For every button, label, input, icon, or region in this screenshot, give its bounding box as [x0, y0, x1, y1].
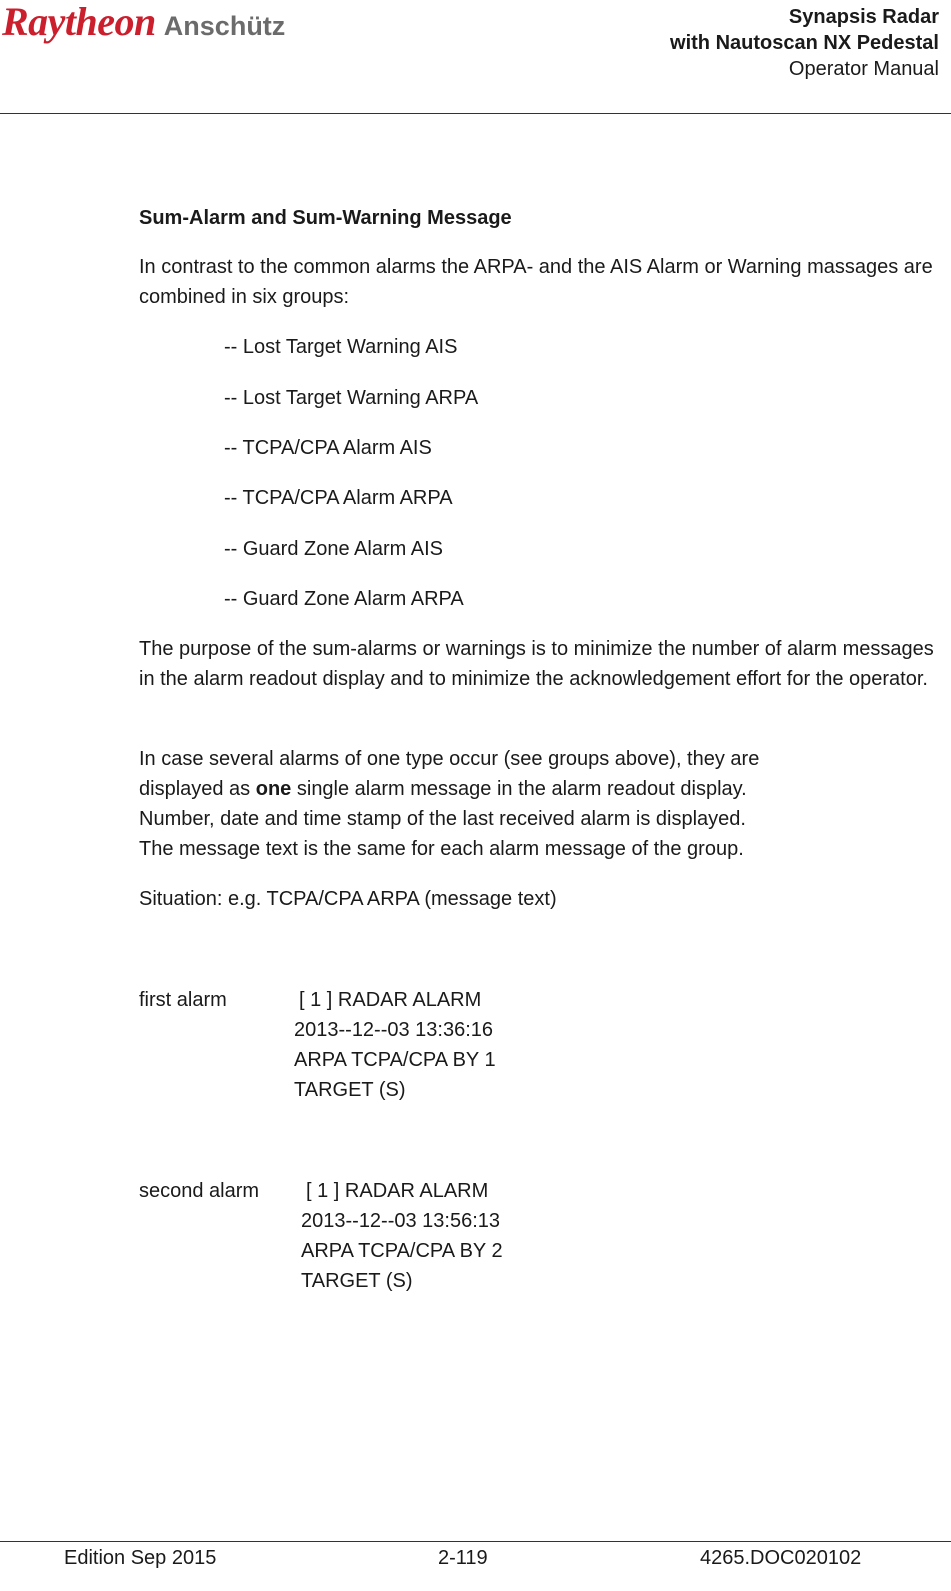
alarm-message [294, 985, 496, 1105]
case-paragraph [139, 744, 939, 864]
group-item: -- Lost Target Warning ARPA [224, 387, 479, 409]
footer-edition: Edition Sep 2015 [64, 1547, 217, 1569]
alarm-header: [ 1 ] RADAR ALARM [306, 1180, 489, 1202]
alarm-text: TARGET (S) [294, 1079, 406, 1101]
situation-line: Situation: e.g. TCPA/CPA ARPA (message text) [139, 888, 557, 910]
footer-page-number: 2-119 [438, 1547, 488, 1569]
alarm-label: second alarm [139, 1180, 260, 1202]
doc-title-line3: Operator Manual [788, 58, 939, 80]
case-line: displayed as one single alarm message in the alarm readout display. [139, 778, 747, 800]
doc-title-line2: with Nautoscan NX Pedestal [670, 32, 939, 54]
intro-paragraph: In contrast to the common alarms the ARPA- and the AIS Alarm or Warning massages are combined in six groups: [139, 256, 933, 308]
alarm-label: first alarm [139, 989, 227, 1011]
alarm-message [301, 1176, 503, 1296]
case-line: The message text is the same for each alarm message of the group. [139, 838, 744, 860]
alarm-header: [ 1 ] RADAR ALARM [299, 989, 482, 1011]
emphasis-one: one [255, 778, 292, 800]
alarm-text: TARGET (S) [301, 1270, 413, 1292]
logo-sub: Anschütz [163, 11, 286, 41]
case-line: Number, date and time stamp of the last received alarm is displayed. [139, 808, 746, 830]
alarm-timestamp: 2013--12--03 13:36:16 [294, 1019, 494, 1041]
company-logo [2, 2, 285, 42]
group-item: -- TCPA/CPA Alarm ARPA [224, 487, 453, 509]
section-title: Sum-Alarm and Sum-Warning Message [139, 207, 512, 229]
alarm-text: ARPA TCPA/CPA BY 1 [294, 1049, 496, 1071]
group-item: -- Guard Zone Alarm AIS [224, 538, 443, 560]
alarm-text: ARPA TCPA/CPA BY 2 [301, 1240, 503, 1262]
footer-doc-id: 4265.DOC020102 [700, 1547, 862, 1569]
purpose-paragraph: The purpose of the sum-alarms or warnings is to minimize the number of alarm messages in the alarm readout display and to minimize the acknowledgement effort for the operator. [139, 638, 934, 690]
alarm-timestamp: 2013--12--03 13:56:13 [301, 1210, 501, 1232]
logo-brand: Raytheon [2, 0, 156, 44]
doc-title-line1: Synapsis Radar [788, 6, 939, 28]
case-line: In case several alarms of one type occur (see groups above), they are [139, 748, 760, 770]
footer-divider [0, 1541, 951, 1542]
group-item: -- Lost Target Warning AIS [224, 336, 458, 358]
header-divider [0, 113, 951, 114]
group-item: -- Guard Zone Alarm ARPA [224, 588, 464, 610]
document-title-block [670, 4, 939, 82]
group-item: -- TCPA/CPA Alarm AIS [224, 437, 432, 459]
